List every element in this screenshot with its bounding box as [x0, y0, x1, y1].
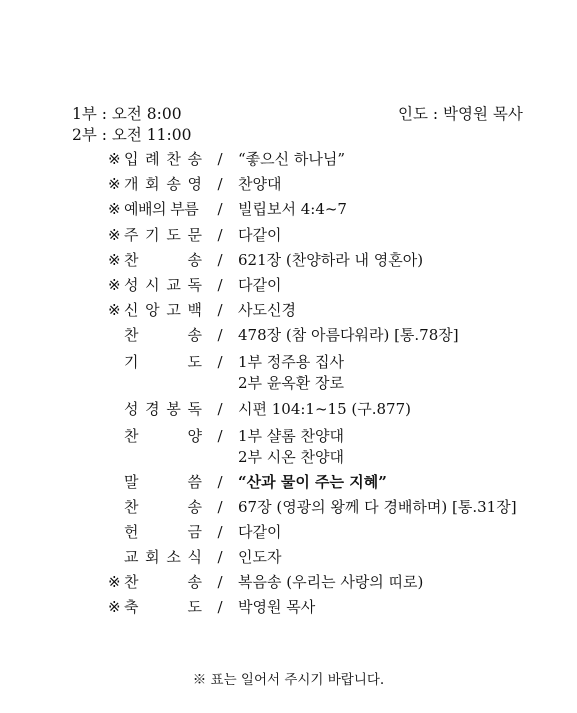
label-char: 송 [187, 326, 202, 344]
label-char: 씀 [187, 473, 202, 491]
label-char: 찬 [124, 427, 139, 445]
separator: / [217, 573, 223, 591]
content-line: 478장 (참 아름다워라) [통.78장] [238, 326, 459, 344]
label-char: 성 [124, 400, 139, 418]
separator: / [217, 276, 223, 294]
content-line: 찬양대 [238, 175, 282, 193]
label-char: 말 [124, 473, 139, 491]
order-item-content [238, 275, 281, 296]
order-item-label [124, 250, 202, 271]
order-item-content [238, 352, 344, 394]
separator: / [217, 473, 223, 491]
separator: / [217, 598, 223, 616]
label-char: 앙 [145, 301, 160, 319]
footer-note: ※ 표는 일어서 주시기 바랍니다. [192, 672, 385, 688]
label-char: 송 [166, 175, 181, 193]
content-line: 67장 (영광의 왕께 다 경배하며) [통.31장] [238, 498, 517, 516]
separator: / [217, 226, 223, 244]
order-item-label [124, 597, 202, 618]
service-time-1: 1부 : 오전 8:00 [72, 105, 182, 123]
order-item-label [124, 149, 202, 170]
content-line: 2부 윤옥환 장로 [238, 374, 345, 392]
label-char: 회 [145, 548, 160, 566]
label-char: 례 [145, 150, 160, 168]
order-item-content [238, 522, 281, 543]
content-line: 인도자 [238, 548, 282, 566]
label-char: 송 [187, 251, 202, 269]
separator: / [217, 400, 223, 418]
order-item-label [124, 547, 202, 568]
separator: / [217, 200, 223, 218]
separator: / [217, 548, 223, 566]
content-line: 시편 104:1~15 (구.877) [238, 400, 411, 418]
label-char: 송 [187, 150, 202, 168]
worship-leader: 인도 : 박영원 목사 [398, 105, 523, 123]
order-item-content [238, 250, 423, 271]
label-char: 기 [124, 353, 139, 371]
separator: / [217, 175, 223, 193]
stand-mark: ※ [108, 276, 121, 294]
label-char: 찬 [166, 150, 181, 168]
label-char: 식 [187, 548, 202, 566]
order-item-label [124, 572, 202, 593]
label-char: 도 [166, 226, 181, 244]
label-char: 개 [124, 175, 139, 193]
content-line: 다같이 [238, 226, 282, 244]
label-char: 도 [187, 353, 202, 371]
content-line: 2부 시온 찬양대 [238, 448, 345, 466]
separator: / [217, 301, 223, 319]
order-item-label [124, 199, 202, 220]
label-char: 신 [124, 301, 139, 319]
order-item-content [238, 300, 296, 321]
content-line: “산과 물이 주는 지혜” [238, 473, 387, 491]
order-item-content [238, 325, 459, 346]
label-char: 송 [187, 498, 202, 516]
content-line: 빌립보서 4:4~7 [238, 200, 347, 218]
label-char: 금 [187, 523, 202, 541]
label-char: 시 [145, 276, 160, 294]
label-char: 입 [124, 150, 139, 168]
label-char: 예배의 부름 [124, 200, 199, 218]
separator: / [217, 353, 223, 371]
label-char: 헌 [124, 523, 139, 541]
label-char: 문 [187, 226, 202, 244]
content-line: 복음송 (우리는 사랑의 띠로) [238, 573, 424, 591]
order-item-content [238, 399, 411, 420]
order-item-content [238, 199, 347, 220]
content-line: 다같이 [238, 523, 282, 541]
order-item-label [124, 300, 202, 321]
content-line: 박영원 목사 [238, 598, 316, 616]
order-item-label [124, 225, 202, 246]
label-char: 찬 [124, 573, 139, 591]
order-item-label [124, 472, 202, 493]
order-item-content [238, 149, 345, 170]
label-char: 고 [166, 301, 181, 319]
label-char: 성 [124, 276, 139, 294]
order-item-content [238, 426, 344, 468]
content-line: 1부 샬롬 찬양대 [238, 427, 345, 445]
order-item-content [238, 472, 387, 493]
order-item-label [124, 352, 202, 373]
order-item-label [124, 399, 202, 420]
label-char: 소 [166, 548, 181, 566]
order-item-content [238, 547, 281, 568]
order-item-content [238, 497, 517, 518]
label-char: 주 [124, 226, 139, 244]
order-item-content [238, 597, 315, 618]
separator: / [217, 498, 223, 516]
label-char: 회 [145, 175, 160, 193]
order-item-content [238, 225, 281, 246]
label-char: 양 [187, 427, 202, 445]
label-char: 교 [166, 276, 181, 294]
label-char: 송 [187, 573, 202, 591]
label-char: 도 [187, 598, 202, 616]
order-item-label [124, 522, 202, 543]
order-item-content [238, 174, 281, 195]
separator: / [217, 427, 223, 445]
label-char: 독 [187, 276, 202, 294]
label-char: 백 [187, 301, 202, 319]
stand-mark: ※ [108, 573, 121, 591]
stand-mark: ※ [108, 598, 121, 616]
label-char: 교 [124, 548, 139, 566]
label-char: 경 [145, 400, 160, 418]
order-item-label [124, 497, 202, 518]
separator: / [217, 150, 223, 168]
label-char: 봉 [166, 400, 181, 418]
order-item-label [124, 275, 202, 296]
stand-mark: ※ [108, 301, 121, 319]
content-line: 1부 정주용 집사 [238, 353, 345, 371]
label-char: 찬 [124, 498, 139, 516]
stand-mark: ※ [108, 150, 121, 168]
label-char: 축 [124, 598, 139, 616]
service-time-2: 2부 : 오전 11:00 [72, 126, 192, 144]
content-line: “좋으신 하나님” [238, 150, 346, 168]
order-item-label [124, 325, 202, 346]
separator: / [217, 251, 223, 269]
label-char: 영 [187, 175, 202, 193]
separator: / [217, 523, 223, 541]
order-item-label [124, 174, 202, 195]
content-line: 다같이 [238, 276, 282, 294]
stand-mark: ※ [108, 226, 121, 244]
stand-mark: ※ [108, 251, 121, 269]
stand-mark: ※ [108, 200, 121, 218]
label-char: 찬 [124, 251, 139, 269]
label-char: 찬 [124, 326, 139, 344]
content-line: 사도신경 [238, 301, 296, 319]
separator: / [217, 326, 223, 344]
stand-mark: ※ [108, 175, 121, 193]
order-item-content [238, 572, 423, 593]
label-char: 기 [145, 226, 160, 244]
label-char: 독 [187, 400, 202, 418]
order-item-label [124, 426, 202, 447]
content-line: 621장 (찬양하라 내 영혼아) [238, 251, 424, 269]
